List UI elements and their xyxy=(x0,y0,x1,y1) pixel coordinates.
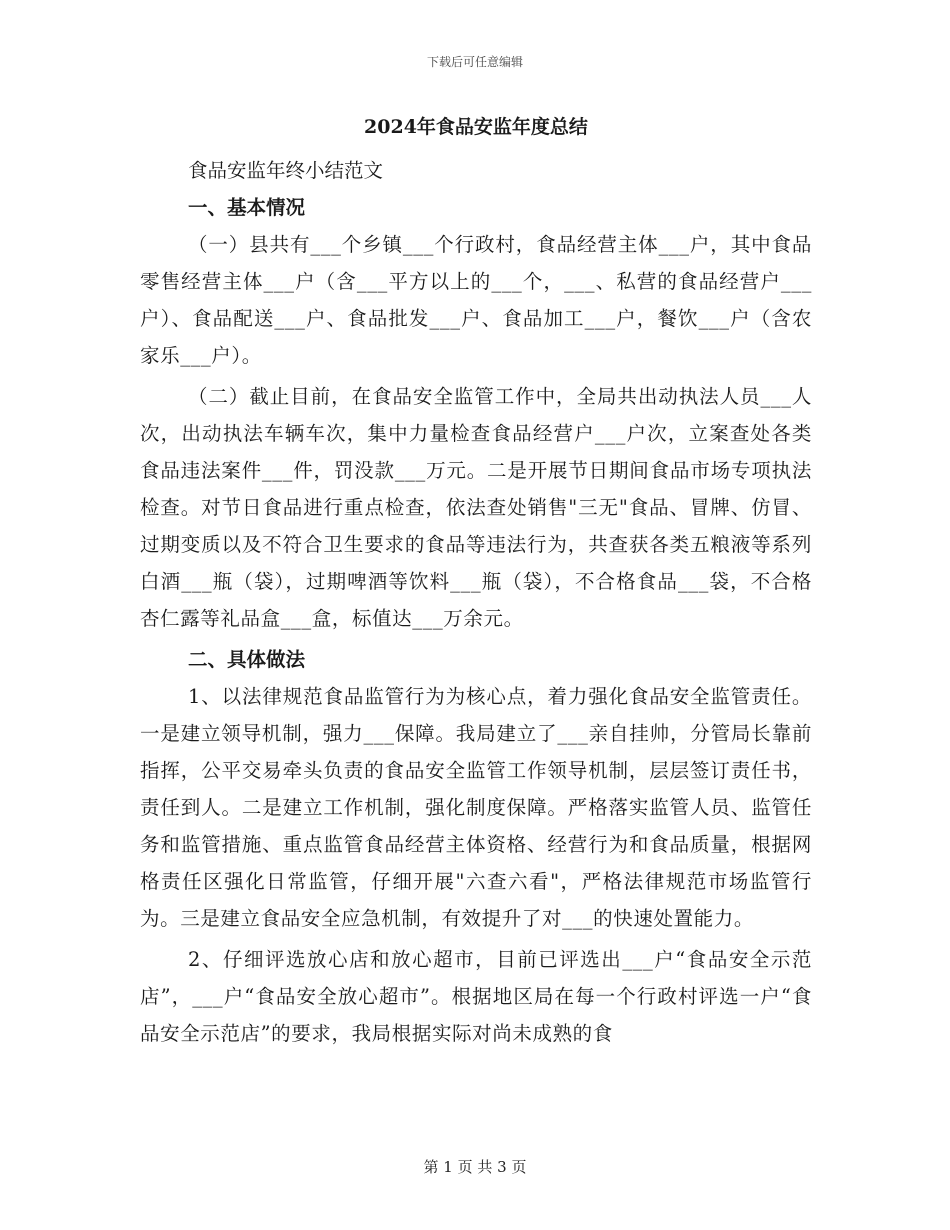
paragraph-4: 2、仔细评选放心店和放心超市，目前已评选出___户“食品安全示范店”，___户“食品安全放心超市”。根据地区局在每一个行政村评选一户“食品安全示范店”的要求，我局根据实际对尚未成熟的食 xyxy=(140,948,812,1045)
page-header: 下载后可任意编辑 xyxy=(426,55,523,69)
paragraph-2: （二）截止目前，在食品安全监管工作中，全局共出动执法人员___人次，出动执法车辆车次，集中力量检查食品经营户___户次，立案查处各类食品违法案件___件，罚没款___万元。二是开展节日期间食品市场专项执法检查。对节日食品进行重点检查，依法查处销售"三无"食品、冒牌、仿冒、过期变质以及不符合卫生要求的食品等违法行为，共查获各类五粮液等系列白酒___瓶（袋），过期啤酒等饮料___瓶（袋），不合格食品___袋，不合格杏仁露等礼品盒___盒，标值达___万余元。 xyxy=(140,385,812,630)
paragraph-1: （一）县共有___个乡镇___个行政村，食品经营主体___户，其中食品零售经营主体___户（含___平方以上的___个，___、私营的食品经营户___户）、食品配送___户、食品批发___户、食品加工___户，餐饮___户（含农家乐___户）。 xyxy=(140,233,812,367)
document-subtitle: 食品安监年终小结范文 xyxy=(188,159,384,182)
page-number: 第 1 页 共 3 页 xyxy=(423,1158,527,1176)
section-heading-methods: 二、具体做法 xyxy=(188,648,306,671)
paragraph-3: 1、以法律规范食品监管行为为核心点，着力强化食品安全监管责任。一是建立领导机制，强力___保障。我局建立了___亲自挂帅，分管局长靠前指挥，公平交易牵头负责的食品安全监管工作领导机制，层层签订责任书，责任到人。二是建立工作机制，强化制度保障。严格落实监管人员、监管任务和监管措施、重点监管食品经营主体资格、经营行为和食品质量，根据网格责任区强化日常监管，仔细开展"六查六看"，严格法律规范市场监管行为。三是建立食品安全应急机制，有效提升了对___的快速处置能力。 xyxy=(140,685,812,930)
document-title: 2024年食品安监年度总结 xyxy=(364,116,588,138)
section-heading-basic: 一、基本情况 xyxy=(188,196,306,219)
document-body xyxy=(140,112,812,1052)
